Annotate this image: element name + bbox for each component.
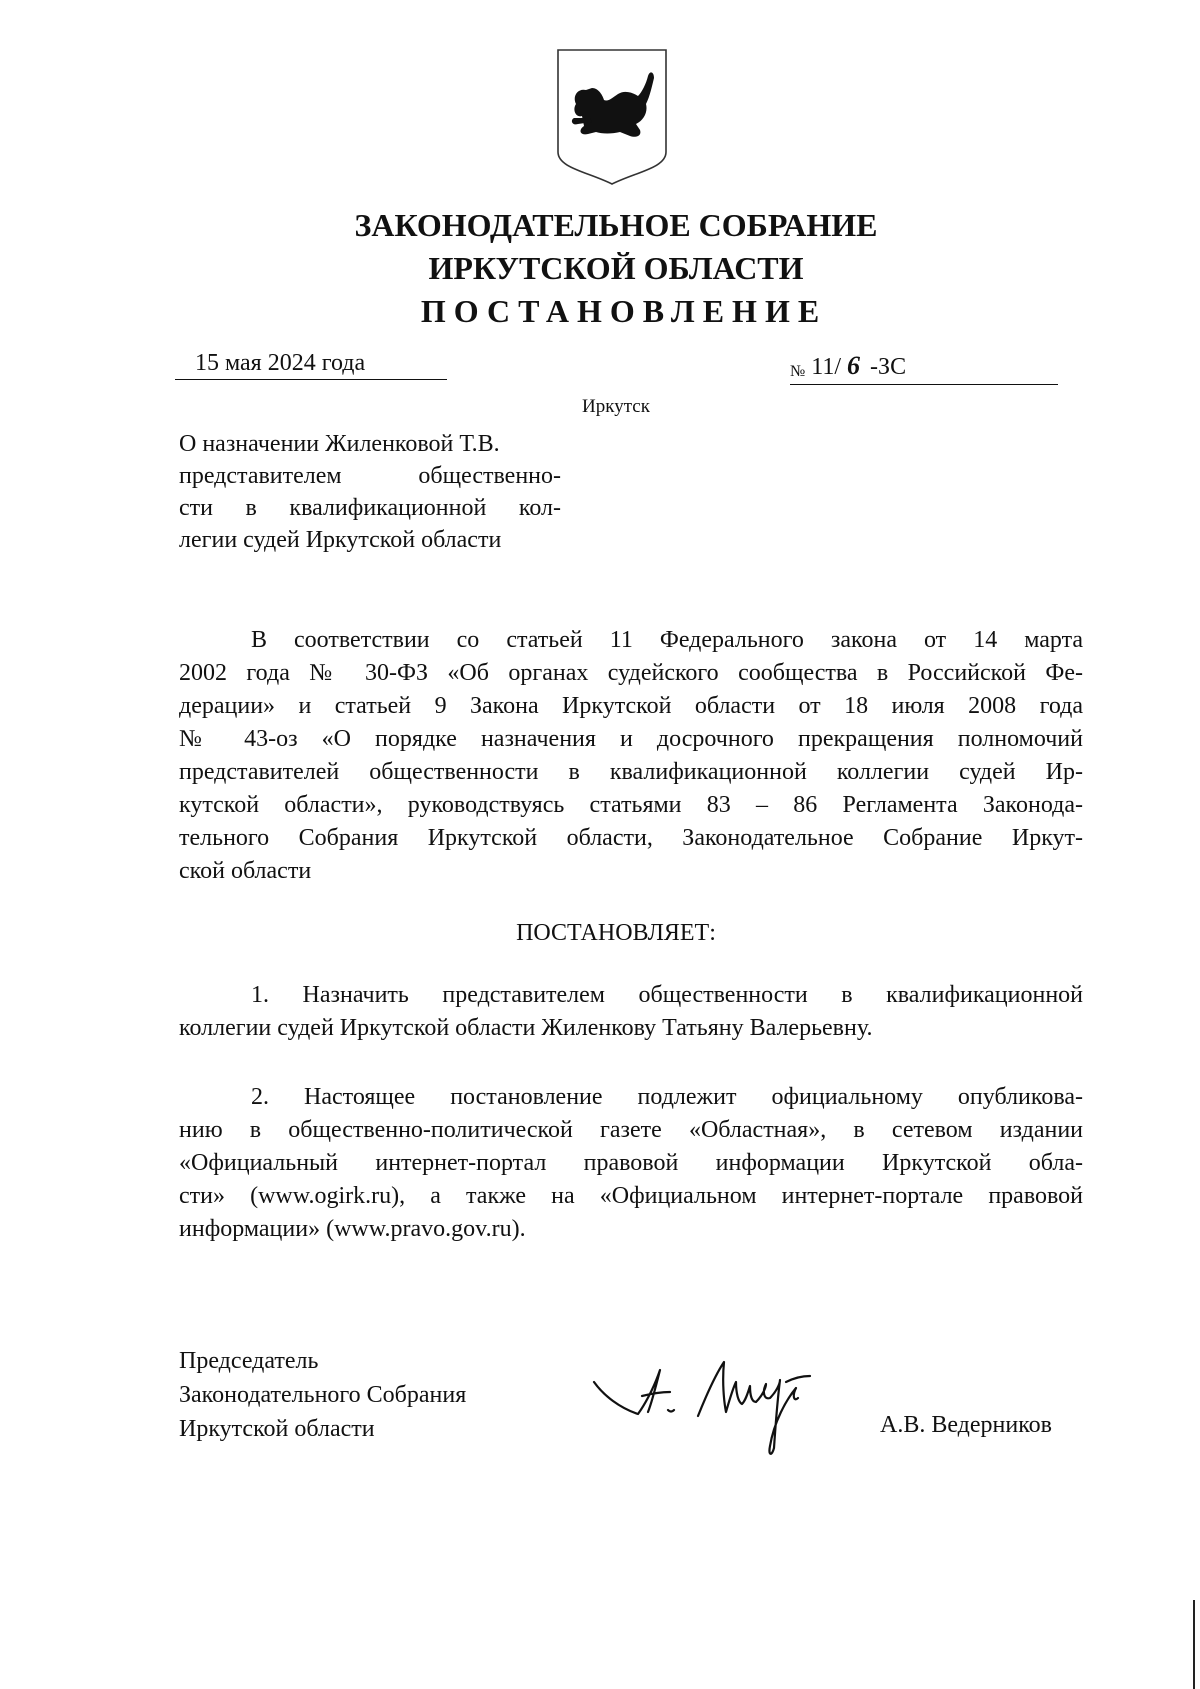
subject-line: представителем общественно- xyxy=(179,463,561,489)
paragraph-line: «Официальный интернет-портал правовой информации Иркутской обла- xyxy=(179,1150,1083,1176)
signer-title-line: Законодательного Собрания xyxy=(179,1382,467,1408)
paragraph-line: представителей общественности в квалификационной коллегии судей Ир- xyxy=(179,759,1083,785)
document-date: 15 мая 2024 года xyxy=(175,346,447,380)
number-sign: № xyxy=(790,363,806,380)
paragraph-line: 2. Настоящее постановление подлежит официальному опубликова- xyxy=(251,1084,1083,1110)
signer-title-line: Иркутской области xyxy=(179,1416,375,1442)
item-2-paragraph xyxy=(179,1081,1083,1246)
org-title-line2: ИРКУТСКОЙ ОБЛАСТИ xyxy=(428,250,804,286)
paragraph-line: тельного Собрания Иркутской области, Законодательное Собрание Иркут- xyxy=(179,825,1083,851)
subject-line: сти в квалификационной кол- xyxy=(179,495,561,521)
city-name: Иркутск xyxy=(582,396,650,417)
signer-title-line: Председатель xyxy=(179,1348,319,1374)
scan-edge-mark xyxy=(1193,1600,1195,1689)
document-number xyxy=(790,348,1058,385)
preamble-paragraph xyxy=(179,624,1083,888)
number-handwritten: 6 xyxy=(847,351,861,380)
resolves-heading: ПОСТАНОВЛЯЕТ: xyxy=(516,920,716,946)
paragraph-line: дерации» и статьей 9 Закона Иркутской области от 18 июля 2008 года xyxy=(179,693,1083,719)
signer-name: А.В. Ведерников xyxy=(880,1412,1053,1438)
paragraph-line: коллегии судей Иркутской области Жиленкову Татьяну Валерьевну. xyxy=(179,1015,873,1041)
document-subject xyxy=(179,428,561,556)
item-1-paragraph xyxy=(179,979,1083,1045)
paragraph-line: В соответствии со статьей 11 Федерального закона от 14 марта xyxy=(251,627,1083,653)
number-suffix: -ЗС xyxy=(870,354,907,380)
paragraph-line: 2002 года № 30-ФЗ «Об органах судейского сообщества в Российской Фе- xyxy=(179,660,1083,686)
paragraph-line: ской области xyxy=(179,858,312,884)
subject-line: легии судей Иркутской области xyxy=(179,527,502,553)
paragraph-line: 1. Назначить представителем общественности в квалификационной xyxy=(251,982,1083,1008)
babr-icon xyxy=(572,72,654,136)
subject-line: О назначении Жиленковой Т.В. xyxy=(179,431,500,457)
coat-of-arms-emblem xyxy=(556,48,668,186)
number-prefix: 11/ xyxy=(811,354,842,380)
paragraph-line: информации» (www.pravo.gov.ru). xyxy=(179,1216,526,1242)
paragraph-line: кутской области», руководствуясь статьями 83 – 86 Регламента Законода- xyxy=(179,792,1083,818)
handwritten-signature xyxy=(590,1352,850,1462)
org-title-line1: ЗАКОНОДАТЕЛЬНОЕ СОБРАНИЕ xyxy=(354,207,878,243)
paragraph-line: № 43-оз «О порядке назначения и досрочного прекращения полномочий xyxy=(179,726,1083,752)
paragraph-line: сти» (www.ogirk.ru), а также на «Официальном интернет-портале правовой xyxy=(179,1183,1083,1209)
document-type: ПОСТАНОВЛЕНИЕ xyxy=(420,293,828,329)
paragraph-line: нию в общественно-политической газете «Областная», в сетевом издании xyxy=(179,1117,1083,1143)
signer-title xyxy=(179,1344,466,1446)
